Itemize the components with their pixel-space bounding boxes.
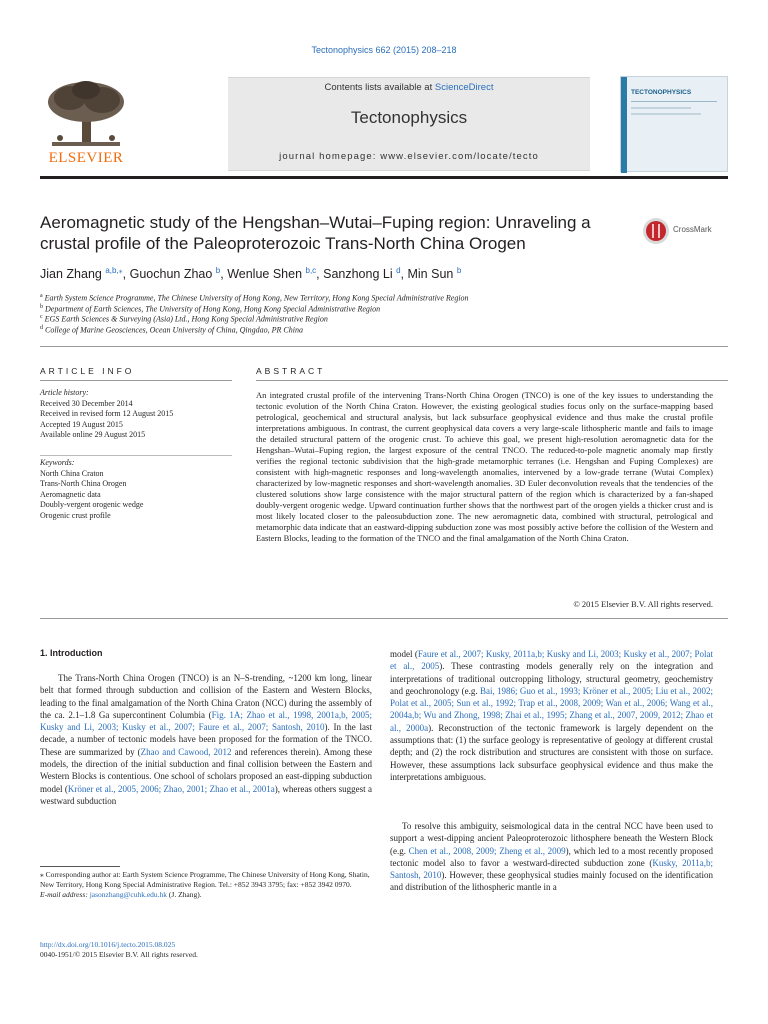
footnote-rule (40, 866, 120, 867)
divider (256, 380, 728, 381)
author-affiliation-marker[interactable]: b (456, 266, 462, 275)
sciencedirect-link[interactable]: ScienceDirect (434, 82, 494, 93)
reference-link[interactable]: Chen et al., 2008, 2009; Zheng et al., 2009 (408, 845, 566, 856)
affiliation-item (40, 304, 380, 314)
body-text: ). These contrasting models generally rely on the integration and interpretations of traditional outcropping lithology, structural geometry, geochemistry and geochronology (e.g. (390, 661, 713, 696)
author-affiliation-marker[interactable]: b,c (305, 266, 317, 275)
issn-line: 0040-1951/© 2015 Elsevier B.V. All rights reserved. (40, 950, 198, 959)
affiliation-text: Department of Earth Sciences, The University of Hong Kong, Hong Kong Special Administrative Region (43, 304, 381, 314)
divider (40, 380, 232, 381)
keyword-item: North China Craton (40, 468, 104, 478)
keywords-label: Keywords: (40, 458, 75, 467)
intro-paragraph-right-2 (390, 820, 713, 894)
intro-paragraph-left (40, 672, 372, 807)
email-link[interactable]: jasonzhang@cuhk.edu.hk (89, 890, 168, 899)
footnote-star: ⁎ (40, 870, 44, 879)
reference-link[interactable]: Zhao and Cawood, 2012 (140, 746, 232, 757)
crossmark-button[interactable] (642, 217, 722, 245)
body-text: ), whereas others suggest a westward subduction (40, 783, 372, 806)
history-label: Article history: (40, 388, 89, 397)
abstract-text: An integrated crustal profile of the intervening Trans-North China Orogen (TNCO) is one of the key issues to understanding the tectonic evolution of the North China Craton. However, the existing geological studies focus only on the surface-mapping based petrological, geochemical and structural analysis, but lack subsurface geophysical evidence and thus make the crustal profile interpretations ambiguous. In contrast, the current geophysical data covers a very large-scale lithospheric mantle and fails to image the detailed structural pattern of the orogenic crust. To achieve this goal, we present high-resolution aeromagnetic data for the Hengshan–Wutai–Fuping region, the largest exposure of the central TNCO. The reduced-to-pole magnetic anomaly map firstly verifies the regional tectonic subdivision that the high-grade metamorphic terranes (i.e. Hengshan and Fuping Complexes) are consistent with high-magnetic responses and long-wavelength anomalies, intervened by a low-grade terrane (Wutai Complex) characterized by low-magnetic responses and short-wavelength anomalies. 3D Euler deconvolution reveals that the tendencies of the clustered solutions show large consistence with the major structural pattern of the region which is characterized by a fan-shaped doubly-vergent orogenic wedge. Upward continuation further shows that the northwest part of the orogen yields a thicker crust and is most likely located closer to the paleosubduction zone. The new aeromagnetic data, combined with structural, petrological and metamorphic data indicate that an eastward-dipping subduction zone was most possibly active before the collision of the Western and Eastern Blocks, leading to the formation of the TNCO and the final amalgamation of the North China Craton. (256, 390, 713, 543)
affiliation-key: c (40, 314, 43, 320)
doi-block (40, 940, 198, 960)
crossmark-icon (642, 217, 670, 245)
author-name[interactable]: , Min Sun (400, 267, 457, 282)
contents-prefix: Contents lists available at (324, 82, 435, 93)
body-text: ), which led to a most recently proposed tectonic model also to favor a westward-directed subduction zone ( (390, 845, 713, 868)
elsevier-wordmark: ELSEVIER (48, 150, 124, 166)
author-affiliation-marker[interactable]: b (215, 266, 221, 275)
keyword-item: Orogenic crust profile (40, 510, 111, 520)
keywords (40, 458, 232, 521)
article-history (40, 388, 232, 441)
author-name[interactable]: , Wenlue Shen (220, 267, 306, 282)
article-info-heading: ARTICLE INFO (40, 366, 135, 376)
affiliation-text: EGS Earth Sciences & Surveying (Asia) Ltd., Hong Kong Special Administrative Region (42, 314, 328, 324)
reference-link[interactable]: Bai, 1986; Guo et al., 1993; Kröner et al., 2005; Liu et al., 2002; Polat et al., 2005; Sun et al., 1992; Trap et al., 2008, 2009; Wan et al., 2006; Wang et al., 2004a,b; Wu and Zhong, 1998; Zhai et al., 1995; Zhang et al., 2007, 2009, 2012; Zhao et al., 2000a (390, 685, 713, 733)
affiliation-text: Earth System Science Programme, The Chinese University of Hong Kong, New Territory, Hong Kong Special Administrative Region (42, 293, 469, 303)
keyword-list (40, 469, 232, 522)
body-text: and references therein). Among these models, the direction of the initial subduction and final collision between the Eastern and Western Blocks is contentious. One school of scholars proposed an east-dipping subduction model ( (40, 746, 372, 794)
affiliation-text: College of Marine Geosciences, Ocean University of China, Qingdao, PR China (43, 325, 303, 335)
author-name[interactable]: , Guochun Zhao (122, 267, 216, 282)
reference-link[interactable]: Kröner et al., 2005, 2006; Zhao, 2001; Zhao et al., 2001a (67, 783, 275, 794)
history-list (40, 399, 232, 441)
journal-cover-image[interactable] (620, 76, 728, 172)
corresponding-author-footnote (40, 870, 372, 900)
body-text: The Trans-North China Orogen (TNCO) is an N–S-trending, ~1200 km long, linear belt that formed through subduction and collision of the Eastern and Western Blocks, leading to the final amalgamation of the North China Craton (NCC) during the assembly of the ca. 2.1–1.8 Ga supercontinent Columbia ( (40, 673, 372, 720)
keyword-item: Doubly-vergent orogenic wedge (40, 500, 144, 509)
body-text: ). Reconstruction of the tectonic framework is largely dependent on the assumptions that: (1) the surface geology is representative of geology at different crustal depth; and (2) the rock distribution and structures are consistent with those on surface. However, these assumptions lack subsurface geophysical evidence and thus make the interpretations ambiguous. (390, 722, 714, 782)
history-item: Received in revised form 12 August 2015 (40, 409, 174, 418)
article-title: Aeromagnetic study of the Hengshan–Wutai–Fuping region: Unraveling a crustal profile of the Paleoproterozoic Trans-North China Orogen (40, 213, 591, 253)
author-list (40, 266, 720, 281)
divider (40, 455, 232, 456)
email-label: E-mail address: (40, 890, 90, 899)
reference-link[interactable]: Fig. 1A; Zhao et al., 1998, 2001a,b, 2005; Kusky and Li, 2003; Kusky et al., 2007; Faure et al., 2007; Santosh, 2010 (40, 709, 372, 733)
affiliation-item (40, 314, 328, 324)
keyword-item: Trans-North China Orogen (40, 479, 127, 488)
reference-link[interactable]: Faure et al., 2007; Kusky, 2011a,b; Kusky and Li, 2003; Kusky et al., 2007; Polat et al., 2005 (390, 649, 713, 672)
history-item: Received 30 December 2014 (40, 398, 133, 408)
abstract-heading: ABSTRACT (256, 366, 326, 376)
body-text: ). However, these geophysical studies mainly focused on the identification and distribution of the lithospheric mantle in a (390, 870, 713, 893)
crossmark-label: CrossMark (673, 225, 712, 234)
body-text: To resolve this ambiguity, seismological data in the central NCC have been used to support a west-dipping ancient Paleoproterozoic lithosphere beneath the Western Block (e.g. (390, 821, 713, 856)
doi-link[interactable]: http://dx.doi.org/10.1016/j.tecto.2015.08.025 (40, 940, 176, 949)
author-affiliation-marker[interactable]: d (396, 266, 401, 275)
footnote-text: Corresponding author at: Earth System Science Programme, The Chinese University of Hong Kong, Shatin, New Territory, Hong Kong Special Administrative Region. Tel.: +852 3943 3795; fax: +852 3942 0970. (40, 870, 370, 889)
email-suffix: (J. Zhang). (167, 890, 202, 899)
section-heading-introduction: 1. Introduction (40, 648, 103, 658)
journal-name: Tectonophysics (350, 108, 468, 127)
history-item: Accepted 19 August 2015 (40, 419, 123, 429)
affiliation-key: b (40, 303, 43, 310)
affiliation-item (40, 293, 469, 303)
affiliation-key: a (40, 293, 43, 299)
cover-title: TECTONOPHYSICS (631, 89, 692, 96)
divider (40, 346, 728, 347)
intro-paragraph-right (390, 648, 713, 783)
journal-homepage-link[interactable]: journal homepage: www.elsevier.com/locate/tecto (279, 151, 539, 162)
author-name[interactable]: , Sanzhong Li (316, 267, 397, 282)
journal-header-band (228, 77, 590, 171)
contents-available (228, 82, 590, 93)
body-text: model ( (390, 649, 418, 659)
journal-citation-link[interactable]: Tectonophysics 662 (2015) 208–218 (311, 45, 457, 55)
author-name[interactable]: Jian Zhang (40, 267, 106, 282)
author-affiliation-marker[interactable]: a,b,⁎ (105, 266, 123, 275)
reference-link[interactable]: Kusky, 2011a,b; Santosh, 2010 (390, 857, 713, 881)
body-text: ). In the last decade, a number of tectonic models have been proposed for the formation of the TNCO. These are summarized by ( (40, 722, 372, 757)
keyword-item: Aeromagnetic data (40, 489, 101, 499)
header-rule (40, 176, 728, 179)
affiliation-key: d (40, 324, 43, 331)
history-item: Available online 29 August 2015 (40, 430, 146, 439)
abstract-copyright: © 2015 Elsevier B.V. All rights reserved. (573, 599, 713, 609)
affiliation-item (40, 325, 303, 335)
divider (40, 618, 728, 619)
